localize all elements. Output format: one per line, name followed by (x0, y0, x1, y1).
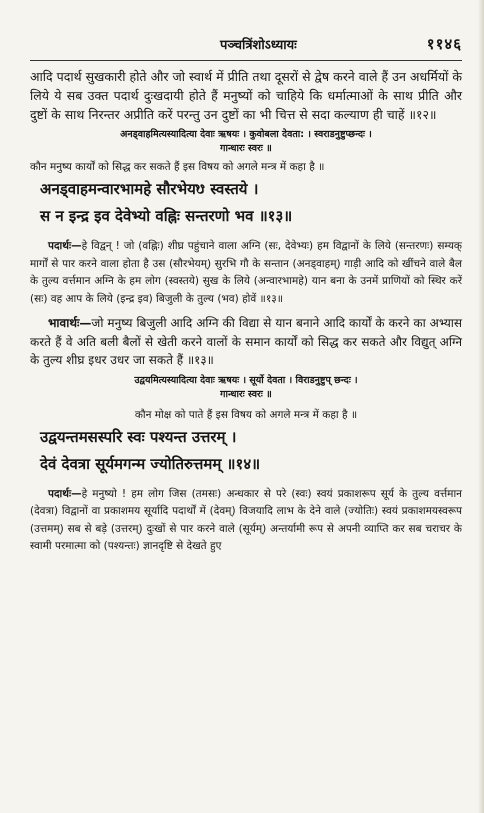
mantra-13-line-2: स न इन्द्र इव देवेभ्यो वह्निः सन्तरणो भव ॥१३॥ (40, 207, 293, 225)
padarth-13-label: पदार्थः— (48, 240, 82, 252)
padarth-14-label: पदार्थः— (48, 487, 82, 500)
bhavarth-13-label: भावार्थः— (48, 316, 92, 330)
header-rule (30, 60, 462, 61)
mantra-14-swar-line: गान्धारः स्वरः ॥ (220, 388, 272, 400)
mantra-13-line-1: अनड्वाहमन्वारभामहे सौरभेयᳪ स्वस्तये । (40, 180, 259, 198)
page-number: ११४६ (426, 35, 462, 53)
mantra-13-intro: कौन मनुष्य कार्यों को सिद्ध कर सकते हैं इस विषय को अगले मन्त्र में कहा है ॥ (30, 161, 325, 173)
mantra-13-rishi-line: अनड्वाहमित्यस्यादित्या देवाः ऋषयः । कुवोबला देवता: । स्वराडनुष्टुप्छन्दः । (120, 129, 372, 140)
padarth-14 (30, 486, 462, 556)
mantra-14-rishi-line: उद्वयमित्यस्यादित्या देवाः ऋषयः । सूर्यो देवता । विराडनुष्टुप् छन्दः । (134, 374, 358, 386)
padarth-13-text: हे विद्वन् ! जो (वह्निः) शीघ्र पहुंचाने वाला अग्नि (सः, देवेभ्यः) हम विद्वानों के लिये (सन्तरणः) सम्यक् मार्गों से पार करने वाला होता है उस (सौरभेयम्) सुरभि गौ के सन्तान (अनड्वाहम्) गाड़ी आदि को खींचने वाले बैल के तुल्य वर्त्तमान अग्नि के हम लोग (स्वस्तये) सुख के लिये (अन्वारभामहे) यान बना के उनमें प्राणियों को स्थिर करें (सः) वह आप के लिये (इन्द्र इव) बिजुली के तुल्य (भव) होवें ॥१३॥ (30, 240, 462, 305)
mantra-14-line-1: उद्वयन्तमसस्परि स्वः पश्यन्त उत्तरम् । (40, 427, 237, 446)
mantra-14-line-2: देवं देवत्रा सूर्यमगन्म ज्योतिरुत्तमम् ॥१४॥ (40, 454, 261, 473)
page-edge-shadow (478, 0, 484, 813)
padarth-13 (30, 238, 462, 308)
mantra-14-intro: कौन मोक्ष को पाते हैं इस विषय को अगले मन्त्र में कहा है ॥ (134, 408, 358, 421)
bhavarth-13-text: जो मनुष्य बिजुली आदि अग्नि की विद्या से यान बनाने आदि कार्यों के करने का अभ्यास करते हैं वे अति बली बैलों से खेती करने वालों के समान कार्यों को सिद्ध कर सकते और विद्युत् अग्नि के तुल्य शीघ्र इधर उधर जा सकते हैं ॥१३॥ (30, 316, 462, 367)
chapter-title: पञ्चत्रिंशोऽध्यायः (220, 38, 297, 53)
page-header (30, 0, 462, 54)
mantra-13-swar-line: गान्धारः स्वरः ॥ (220, 143, 272, 154)
intro-paragraph: आदि पदार्थ सुखकारी होते और जो स्वार्थ में प्रीति तथा दूसरों से द्वेष करने वाले हैं उन अधर्मियों के लिये ये सब उक्त पदार्थ दुःखदायी होते हैं मनुष्यों को चाहिये कि धर्मात्माओं के साथ प्रीति और दुष्टों के साथ निरन्तर अप्रीति करें परन्तु उन दुष्टों का भी चित्त से सदा कल्याण ही चाहें ॥१२॥ (30, 69, 462, 122)
bhavarth-13 (30, 314, 462, 370)
padarth-14-text: हे मनुष्यो ! हम लोग जिस (तमसः) अन्धकार से परे (स्वः) स्वयं प्रकाशरूप सूर्य के तुल्य वर्त्तमान (देवत्रा) विद्वानों वा प्रकाशमय सूर्यादि पदार्थों में (देवम्) विजयादि लाभ के देने वाले (ज्योतिः) स्वयं प्रकाशमयस्वरूप (उत्तमम्) सब से बड़े (उत्तरम्) दुःखों से पार करने वाले (सूर्यम्) अन्तर्यामी रूप से अपनी व्याप्ति कर सब चराचर के स्वामी परमात्मा को (पश्यन्तः) ज्ञानदृष्टि से देखते हुए (30, 487, 462, 552)
